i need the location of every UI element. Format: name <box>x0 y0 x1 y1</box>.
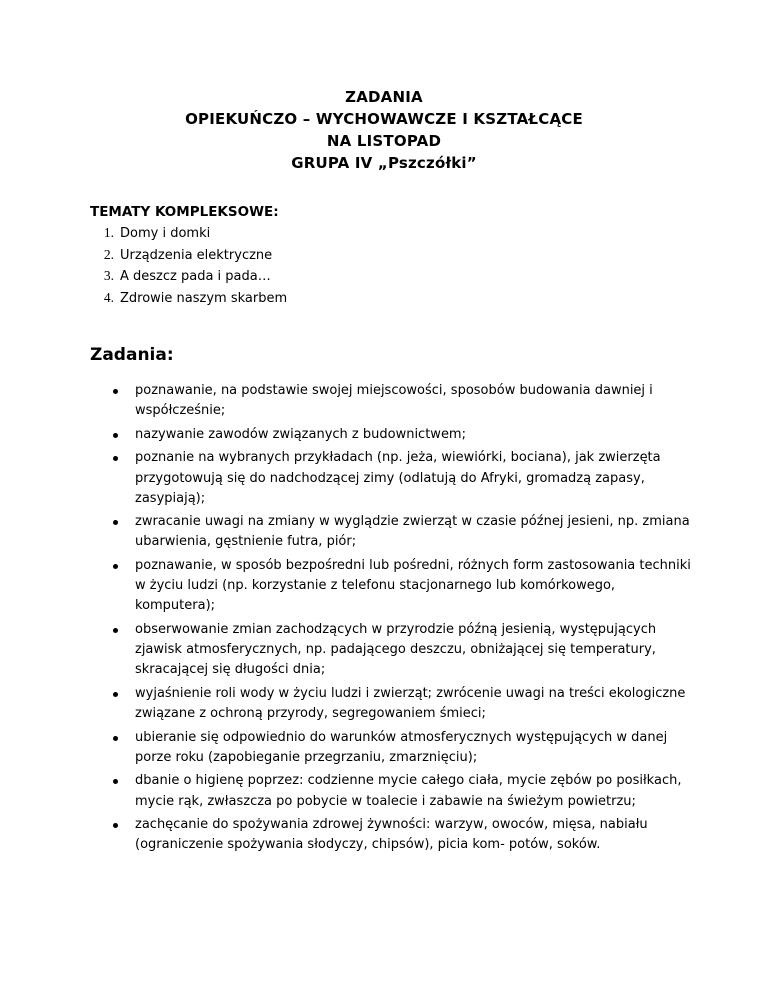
theme-number: 4. <box>103 289 114 305</box>
task-item <box>113 620 693 680</box>
bullet-icon <box>113 564 118 569</box>
theme-item <box>90 266 287 288</box>
task-text: poznawanie, na podstawie swojej miejscowości, sposobów budowania dawniej i współcześnie; <box>135 383 653 419</box>
task-item <box>113 425 693 445</box>
task-text: dbanie o higienę poprzez: codzienne mycie całego ciała, mycie zębów po posiłkach, mycie rąk, zwłaszcza po pobycie w toalecie i zabawie na świeżym powietrzu; <box>135 773 682 809</box>
task-text: poznanie na wybranych przykładach (np. jeża, wiewiórki, bociana), jak zwierzęta przygotowują się do nadchodzącej zimy (odlatują do Afryki, gromadzą zapasy, zasypiają); <box>135 450 661 506</box>
bullet-icon <box>113 520 118 525</box>
task-text: poznawanie, w sposób bezpośredni lub pośredni, różnych form zastosowania techniki w życiu ludzi (np. korzystanie z telefonu stacjonarnego lub komórkowego, komputera); <box>135 558 691 614</box>
task-item <box>113 556 693 616</box>
bullet-icon <box>113 628 118 633</box>
task-item <box>113 512 693 552</box>
task-item <box>113 381 693 421</box>
task-item <box>113 728 693 768</box>
task-item <box>113 684 693 724</box>
bullet-icon <box>113 823 118 828</box>
tasks-heading: Zadania: <box>90 345 174 365</box>
theme-item <box>90 223 287 245</box>
theme-label: A deszcz pada i pada… <box>120 269 271 284</box>
theme-number: 3. <box>103 268 114 283</box>
task-item <box>113 815 693 855</box>
theme-label: Urządzenia elektryczne <box>120 247 273 263</box>
theme-item <box>90 245 287 267</box>
title-line-3: NA LISTOPAD <box>326 132 442 150</box>
themes-list <box>90 223 287 309</box>
theme-number: 1. <box>103 225 114 240</box>
bullet-icon <box>113 389 118 394</box>
title-line-1: ZADANIA <box>345 88 423 106</box>
tasks-list <box>113 381 693 859</box>
theme-number: 2. <box>103 246 114 262</box>
title-line-2: OPIEKUŃCZO – WYCHOWAWCZE I KSZTAŁCĄCE <box>185 110 583 128</box>
task-text: wyjaśnienie roli wody w życiu ludzi i zwierząt; zwrócenie uwagi na treści ekologiczne związane z ochroną przyrody, segregowaniem śmieci; <box>135 685 686 721</box>
bullet-icon <box>113 456 118 461</box>
document-title <box>0 86 768 174</box>
bullet-icon <box>113 736 118 741</box>
themes-heading: TEMATY KOMPLEKSOWE: <box>90 204 279 220</box>
task-text: obserwowanie zmian zachodzących w przyrodzie późną jesienią, występujących zjawisk atmosferycznych, np. padającego deszczu, obniżającej się temperatury, skracającej się długości dnia; <box>135 622 657 678</box>
task-text: ubieranie się odpowiednio do warunków atmosferycznych występujących w danej porze roku (zapobieganie przegrzaniu, zmarznięciu); <box>135 729 668 765</box>
bullet-icon <box>113 433 118 438</box>
task-text: nazywanie zawodów związanych z budownictwem; <box>135 426 466 442</box>
bullet-icon <box>113 692 118 697</box>
theme-item <box>90 288 287 310</box>
bullet-icon <box>113 779 118 784</box>
title-line-4: GRUPA IV „Pszczółki” <box>291 154 477 172</box>
task-item <box>113 771 693 811</box>
task-text: zachęcanie do spożywania zdrowej żywności: warzyw, owoców, mięsa, nabiału (ograniczenie spożywania słodyczy, chipsów), picia kom- potów, soków. <box>135 817 648 853</box>
theme-label: Zdrowie naszym skarbem <box>120 290 288 306</box>
task-text: zwracanie uwagi na zmiany w wyglądzie zwierząt w czasie późnej jesieni, np. zmiana ubarwienia, gęstnienie futra, piór; <box>135 514 690 550</box>
theme-label: Domy i domki <box>120 226 211 241</box>
task-item <box>113 448 693 508</box>
